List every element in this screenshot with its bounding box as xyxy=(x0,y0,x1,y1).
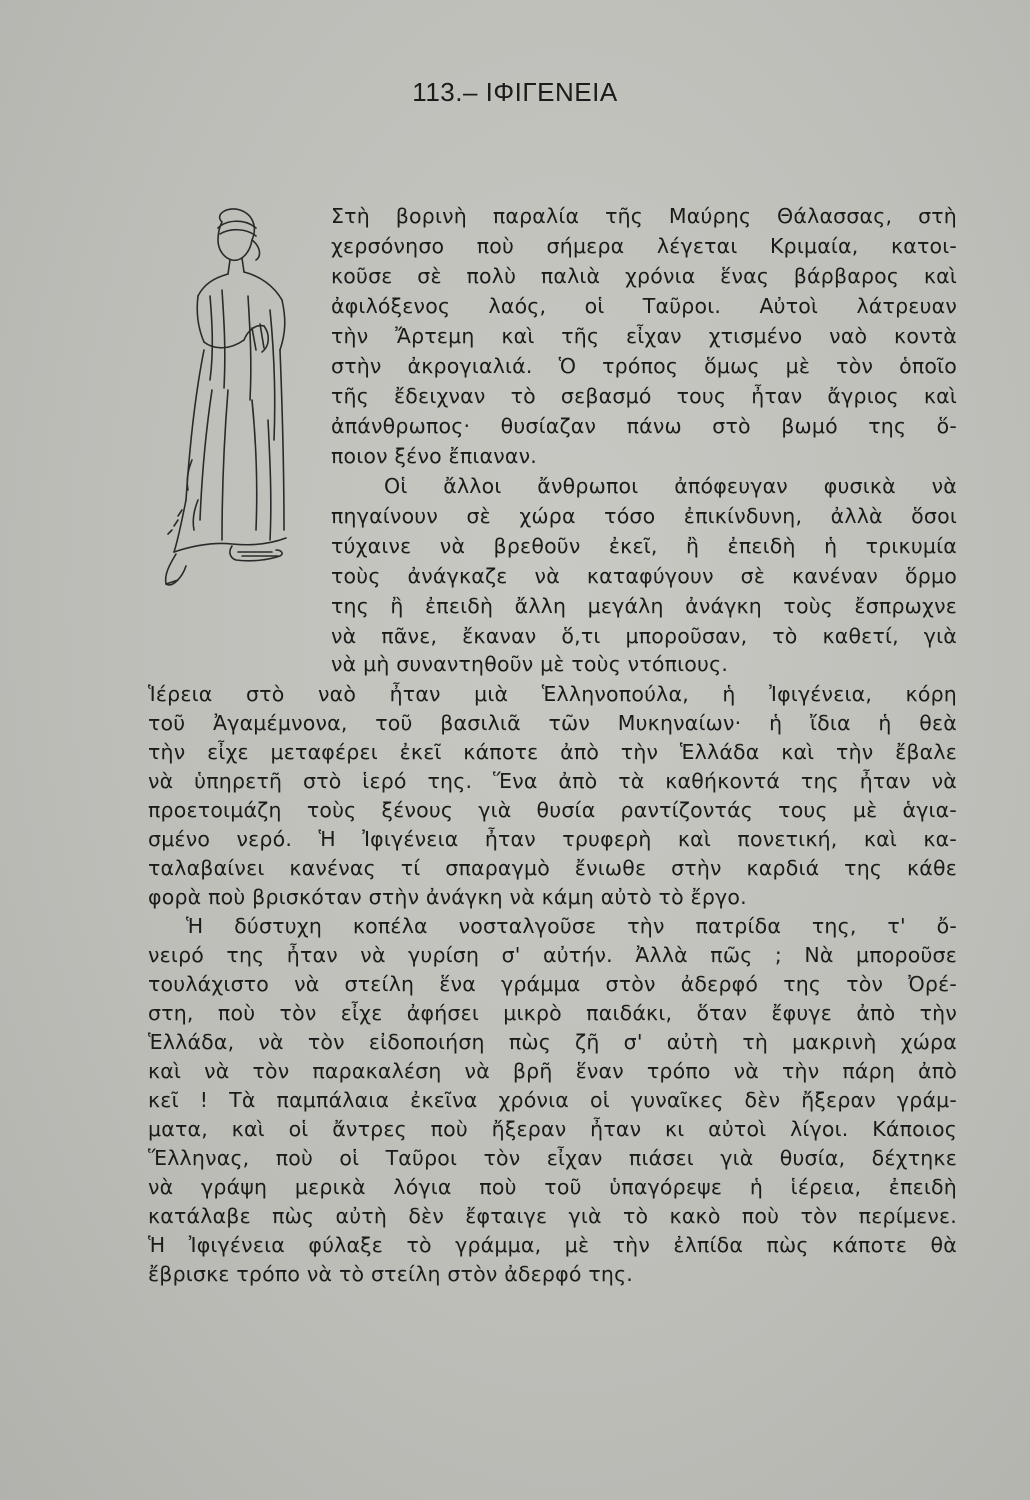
text-line: Στὴ βορινὴ παραλία τῆς Μαύρης Θάλασσας, στὴ xyxy=(331,204,957,228)
text-line: Ἕλληνας, ποὺ οἱ Ταῦροι τὸν εἶχαν πιάσει γιὰ θυσία, δέχτηκε xyxy=(148,1146,957,1170)
text-line: τοὺς ἀνάγκαζε νὰ καταφύγουν σὲ κανέναν ὅρμο xyxy=(331,564,957,588)
text-line: νὰ γράψη μερικὰ λόγια ποὺ τοῦ ὑπαγόρεψε ἡ ἱέρεια, ἐπειδὴ xyxy=(148,1175,957,1199)
text-line: Ἑλλάδα, νὰ τὸν εἰδοποιήση πὼς ζῆ σ' αὐτὴ τὴ μακρινὴ χώρα xyxy=(148,1030,957,1054)
text-line: Ἡ δύστυχη κοπέλα νοσταλγοῦσε τὴν πατρίδα της, τ' ὄ- xyxy=(186,914,957,938)
text-line: ταλαβαίνει κανένας τί σπαραγμὸ ἔνιωθε στὴν καρδιά της κάθε xyxy=(148,856,957,880)
text-line: Ἡ Ἰφιγένεια φύλαξε τὸ γράμμα, μὲ τὴν ἐλπίδα πὼς κάποτε θὰ xyxy=(148,1233,957,1257)
text-line: ἀφιλόξενος λαός, οἱ Ταῦροι. Αὐτοὶ λάτρευαν xyxy=(331,294,957,318)
text-line: νὰ πᾶνε, ἔκαναν ὅ,τι μποροῦσαν, τὸ καθετί, γιὰ xyxy=(331,624,957,648)
text-line: ματα, καὶ οἱ ἄντρες ποὺ ἤξεραν ἦταν κι αὐτοὶ λίγοι. Κάποιος xyxy=(148,1117,957,1141)
text-line: νὰ ὑπηρετῆ στὸ ἱερό της. Ἕνα ἀπὸ τὰ καθήκοντά της ἦταν νὰ xyxy=(148,769,957,793)
text-line: τὴν Ἄρτεμη καὶ τῆς εἶχαν χτισμένο ναὸ κοντὰ xyxy=(331,324,957,348)
text-line: νειρό της ἦταν νὰ γυρίση σ' αὐτήν. Ἀλλὰ πῶς ; Νὰ μποροῦσε xyxy=(148,943,957,967)
text-line: καὶ νὰ τὸν παρακαλέση νὰ βρῆ ἕναν τρόπο νὰ τὴν πάρη ἀπὸ xyxy=(148,1059,957,1083)
text-line: χερσόνησο ποὺ σήμερα λέγεται Κριμαία, κατοι- xyxy=(331,234,957,258)
text-line: κεῖ ! Τὰ παμπάλαια ἐκεῖνα χρόνια οἱ γυναῖκες δὲν ἤξεραν γράμ- xyxy=(148,1088,957,1112)
text-line: νὰ μὴ συναντηθοῦν μὲ τοὺς ντόπιους. xyxy=(331,652,729,676)
text-line: τουλάχιστο νὰ στείλη ἕνα γράμμα στὸν ἀδερφό της τὸν Ὀρέ- xyxy=(148,972,957,996)
text-line: τὴν εἶχε μεταφέρει ἐκεῖ κάποτε ἀπὸ τὴν Ἑλλάδα καὶ τὴν ἔβαλε xyxy=(148,740,957,764)
text-line: στὴν ἀκρογιαλιά. Ὁ τρόπος ὅμως μὲ τὸν ὁποῖο xyxy=(331,354,957,378)
page-title: 113.– ΙΦΙΓΕΝΕΙΑ xyxy=(412,77,618,107)
priestess-figure-illustration xyxy=(152,200,302,600)
text-line: της ἢ ἐπειδὴ ἄλλη μεγάλη ἀνάγκη τοὺς ἔσπρωχνε xyxy=(331,594,957,618)
text-line: κοῦσε σὲ πολὺ παλιὰ χρόνια ἕνας βάρβαρος καὶ xyxy=(331,264,957,288)
text-line: τῆς ἔδειχναν τὸ σεβασμό τους ἦταν ἄγριος καὶ xyxy=(331,384,957,408)
text-line: Ἱέρεια στὸ ναὸ ἦταν μιὰ Ἑλληνοπούλα, ἡ Ἰφιγένεια, κόρη xyxy=(148,682,957,706)
text-line: προετοιμάζη τοὺς ξένους γιὰ θυσία ραντίζοντάς τους μὲ ἁγια- xyxy=(148,798,957,822)
text-line: ἔβρισκε τρόπο νὰ τὸ στείλη στὸν ἀδερφό της. xyxy=(148,1262,634,1286)
text-line: τύχαινε νὰ βρεθοῦν ἐκεῖ, ἢ ἐπειδὴ ἡ τρικυμία xyxy=(331,534,957,558)
text-line: ἀπάνθρωπος· θυσίαζαν πάνω στὸ βωμό της ὅ- xyxy=(331,414,957,438)
text-line: κατάλαβε πὼς αὐτὴ δὲν ἔφταιγε γιὰ τὸ κακὸ ποὺ τὸν περίμενε. xyxy=(148,1204,957,1228)
text-line: σμένο νερό. Ἡ Ἰφιγένεια ἦταν τρυφερὴ καὶ πονετική, καὶ κα- xyxy=(148,827,957,851)
text-line: τοῦ Ἀγαμέμνονα, τοῦ βασιλιᾶ τῶν Μυκηναίων· ἡ ἴδια ἡ θεὰ xyxy=(148,711,957,735)
text-line: στη, ποὺ τὸν εἶχε ἀφήσει μικρὸ παιδάκι, ὅταν ἔφυγε ἀπὸ τὴν xyxy=(148,1001,957,1025)
text-line: ποιον ξένο ἔπιαναν. xyxy=(331,444,537,468)
text-line: φορὰ ποὺ βρισκόταν στὴν ἀνάγκη νὰ κάμη αὐτὸ τὸ ἔργο. xyxy=(148,885,747,909)
text-line: Οἱ ἄλλοι ἄνθρωποι ἀπόφευγαν φυσικὰ νὰ xyxy=(384,474,957,498)
text-line: πηγαίνουν σὲ χώρα τόσο ἐπικίνδυνη, ἀλλὰ ὅσοι xyxy=(331,504,957,528)
